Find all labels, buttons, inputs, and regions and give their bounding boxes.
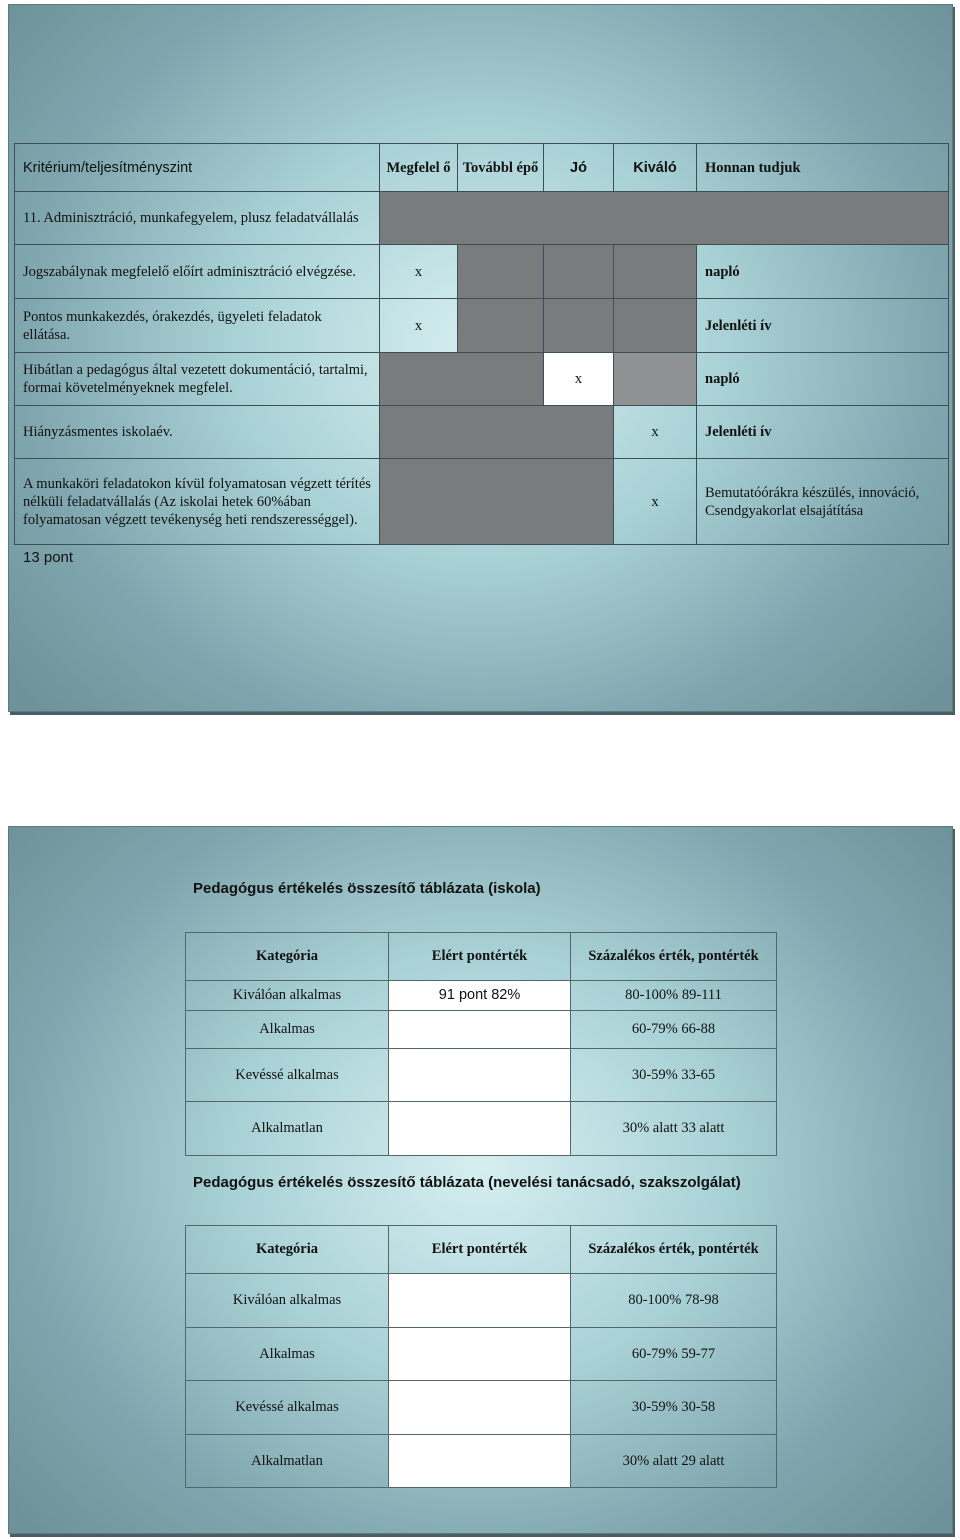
summary-row xyxy=(186,1435,777,1488)
header-category: Kategória xyxy=(186,1226,389,1274)
header-achieved: Elért pontérték xyxy=(389,1226,571,1274)
summary-row xyxy=(186,1381,777,1435)
summary-row xyxy=(186,1011,777,1049)
range-cell: 60-79% 59-77 xyxy=(571,1328,777,1381)
summary-row xyxy=(186,1328,777,1381)
category-cell: Kevéssé alkalmas xyxy=(186,1381,389,1435)
category-cell: Alkalmas xyxy=(186,1011,389,1049)
mark-jo: x xyxy=(544,353,614,406)
header-percent: Százalékos érték, pontérték xyxy=(571,933,777,981)
summary-row xyxy=(186,981,777,1011)
category-cell: Kiválóan alkalmas xyxy=(186,1274,389,1328)
mark-megfelelo: x xyxy=(380,299,458,353)
category-cell: Kevéssé alkalmas xyxy=(186,1049,389,1102)
criterion-source: napló xyxy=(697,353,949,406)
category-cell: Kiválóan alkalmas xyxy=(186,981,389,1011)
criteria-row xyxy=(15,299,949,353)
header-category: Kategória xyxy=(186,933,389,981)
school-summary-title: Pedagógus értékelés összesítő táblázata (iskola) xyxy=(193,880,541,897)
achieved-cell xyxy=(389,1011,571,1049)
summary-row xyxy=(186,1274,777,1328)
header-criterion: Kritérium/teljesítményszint xyxy=(15,144,380,192)
criterion-text: A munkaköri feladatokon kívül folyamatosan végzett térítés nélküli feladatvállalás (Az iskolai hetek 60%ában folyamatosan végzett tevékenység heti rendszerességgel). xyxy=(15,459,380,545)
criterion-text: Hibátlan a pedagógus által vezetett dokumentáció, tartalmi, formai követelményeknek megfelel. xyxy=(15,353,380,406)
achieved-cell xyxy=(389,1328,571,1381)
summary-row xyxy=(186,1102,777,1156)
range-cell: 80-100% 78-98 xyxy=(571,1274,777,1328)
criteria-header-row xyxy=(15,144,949,192)
section-title: 11. Adminisztráció, munkafegyelem, plusz feladatvállalás xyxy=(15,192,380,245)
criterion-text: Hiányzásmentes iskolaév. xyxy=(15,406,380,459)
criteria-table xyxy=(14,143,949,545)
criterion-text: Pontos munkakezdés, órakezdés, ügyeleti feladatok ellátása. xyxy=(15,299,380,353)
summary-header-row xyxy=(186,1226,777,1274)
criterion-source: Jelenléti ív xyxy=(697,406,949,459)
section-row xyxy=(15,192,949,245)
category-cell: Alkalmatlan xyxy=(186,1102,389,1156)
school-summary-table xyxy=(185,932,777,1156)
mark-megfelelo: x xyxy=(380,245,458,299)
criterion-source: napló xyxy=(697,245,949,299)
achieved-cell xyxy=(389,1381,571,1435)
achieved-cell xyxy=(389,1274,571,1328)
category-cell: Alkalmatlan xyxy=(186,1435,389,1488)
mark-kivalo: x xyxy=(614,406,697,459)
achieved-cell: 91 pont 82% xyxy=(389,981,571,1011)
counselor-summary-table xyxy=(185,1225,777,1488)
criterion-source: Jelenléti ív xyxy=(697,299,949,353)
criteria-row xyxy=(15,406,949,459)
summary-slide xyxy=(8,826,953,1534)
range-cell: 30-59% 30-58 xyxy=(571,1381,777,1435)
counselor-summary-title: Pedagógus értékelés összesítő táblázata (nevelési tanácsadó, szakszolgálat) xyxy=(193,1174,741,1191)
range-cell: 30-59% 33-65 xyxy=(571,1049,777,1102)
header-tovabbfejlesztendo: Továbbl épő xyxy=(458,144,544,192)
summary-row xyxy=(186,1049,777,1102)
summary-header-row xyxy=(186,933,777,981)
criterion-source: Bemutatóórákra készülés, innováció, Csendgyakorlat elsajátítása xyxy=(697,459,949,545)
header-kivalo: Kiváló xyxy=(614,144,697,192)
criteria-row xyxy=(15,353,949,406)
achieved-cell xyxy=(389,1049,571,1102)
criteria-row xyxy=(15,245,949,299)
range-cell: 80-100% 89-111 xyxy=(571,981,777,1011)
range-cell: 30% alatt 29 alatt xyxy=(571,1435,777,1488)
header-achieved: Elért pontérték xyxy=(389,933,571,981)
header-honnan: Honnan tudjuk xyxy=(697,144,949,192)
header-megfelelo: Megfelel ő xyxy=(380,144,458,192)
total-points: 13 pont xyxy=(23,549,74,566)
mark-kivalo: x xyxy=(614,459,697,545)
category-cell: Alkalmas xyxy=(186,1328,389,1381)
header-percent: Százalékos érték, pontérték xyxy=(571,1226,777,1274)
criteria-slide xyxy=(8,4,953,712)
criteria-row xyxy=(15,459,949,545)
range-cell: 60-79% 66-88 xyxy=(571,1011,777,1049)
criterion-text: Jogszabálynak megfelelő előírt adminisztráció elvégzése. xyxy=(15,245,380,299)
header-jo: Jó xyxy=(544,144,614,192)
achieved-cell xyxy=(389,1102,571,1156)
range-cell: 30% alatt 33 alatt xyxy=(571,1102,777,1156)
achieved-cell xyxy=(389,1435,571,1488)
